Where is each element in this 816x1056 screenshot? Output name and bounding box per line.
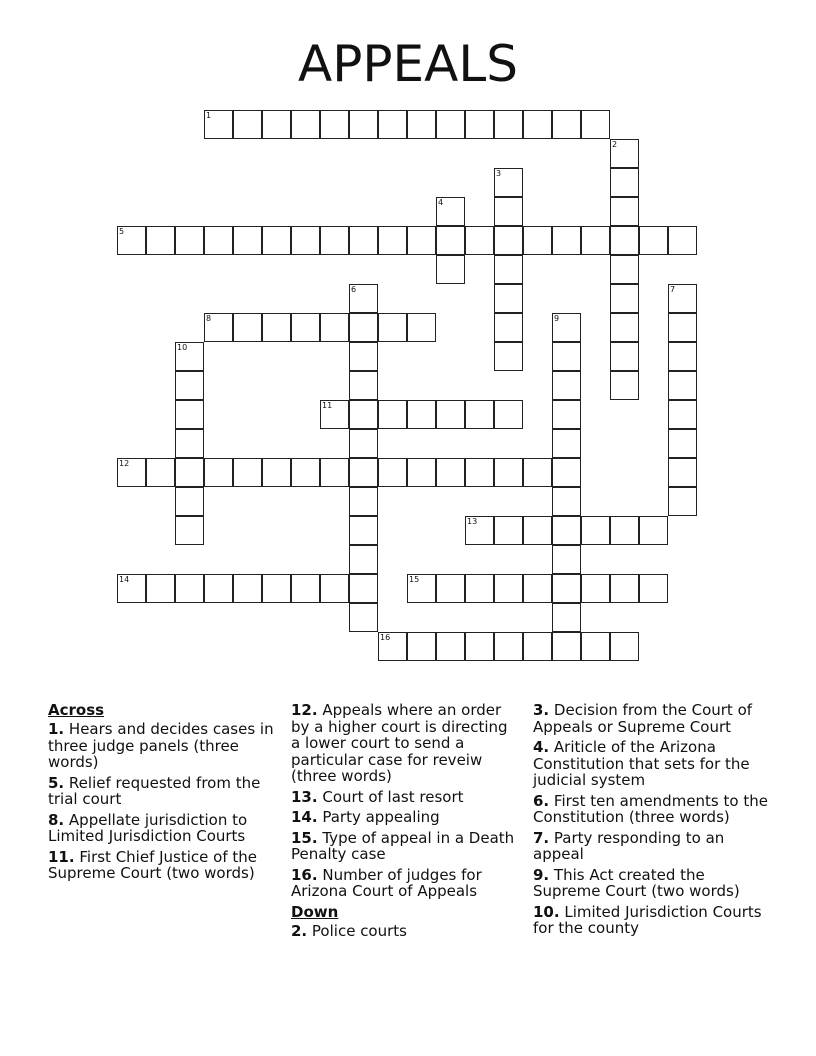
- grid-cell[interactable]: [407, 574, 436, 603]
- grid-cell[interactable]: [349, 226, 378, 255]
- grid-cell[interactable]: [465, 458, 494, 487]
- grid-cell[interactable]: [320, 458, 349, 487]
- grid-cell[interactable]: [349, 110, 378, 139]
- clue-across-12[interactable]: [291, 702, 519, 785]
- clue-down-10[interactable]: [533, 904, 773, 937]
- clue-column-1: [48, 702, 276, 886]
- grid-cell[interactable]: [668, 487, 697, 516]
- grid-cell[interactable]: [291, 313, 320, 342]
- clue-number: 5.: [48, 773, 65, 792]
- clue-text: Decision from the Court of Appeals or Supreme Court: [533, 701, 753, 736]
- grid-cell[interactable]: [639, 226, 668, 255]
- clue-text: Number of judges for Arizona Court of Appeals: [291, 865, 482, 900]
- clue-text: Party responding to an appeal: [533, 828, 725, 863]
- grid-cell[interactable]: [291, 458, 320, 487]
- grid-cell[interactable]: [610, 371, 639, 400]
- grid-cell[interactable]: [610, 574, 639, 603]
- grid-cell[interactable]: [349, 574, 378, 603]
- clue-across-15[interactable]: [291, 830, 519, 863]
- grid-cell[interactable]: [378, 313, 407, 342]
- grid-cell[interactable]: [175, 429, 204, 458]
- grid-cell[interactable]: [610, 516, 639, 545]
- clue-across-5[interactable]: [48, 775, 276, 808]
- grid-cell[interactable]: [523, 516, 552, 545]
- grid-cell[interactable]: [262, 110, 291, 139]
- grid-cell[interactable]: [610, 139, 639, 168]
- grid-cell[interactable]: [494, 400, 523, 429]
- grid-cell[interactable]: [175, 574, 204, 603]
- grid-cell[interactable]: [349, 545, 378, 574]
- cell-number: 10: [177, 343, 188, 352]
- clue-number: 11.: [48, 847, 75, 866]
- clue-column-3: [533, 702, 773, 941]
- grid-cell[interactable]: [465, 574, 494, 603]
- cell-number: 3: [496, 169, 502, 178]
- puzzle-title: APPEALS: [298, 35, 518, 93]
- grid-cell[interactable]: [175, 371, 204, 400]
- grid-cell[interactable]: [581, 226, 610, 255]
- clue-down-9[interactable]: [533, 867, 773, 900]
- clue-text: Ariticle of the Arizona Constitution that sets for the judicial system: [533, 738, 750, 789]
- grid-cell[interactable]: [349, 342, 378, 371]
- clue-number: 1.: [48, 720, 65, 738]
- grid-cell[interactable]: [552, 371, 581, 400]
- grid-cell[interactable]: [436, 255, 465, 284]
- cell-number: 7: [670, 285, 676, 294]
- grid-cell[interactable]: [291, 574, 320, 603]
- cell-number: 11: [322, 401, 333, 410]
- clue-text: Relief requested from the trial court: [48, 773, 261, 808]
- clue-text: Hears and decides cases in three judge panels (three words): [48, 720, 274, 771]
- grid-cell[interactable]: [436, 400, 465, 429]
- grid-cell[interactable]: [581, 574, 610, 603]
- grid-cell[interactable]: [552, 458, 581, 487]
- grid-cell[interactable]: [494, 516, 523, 545]
- clue-text: Type of appeal in a Death Penalty case: [291, 828, 515, 863]
- grid-cell[interactable]: [146, 226, 175, 255]
- grid-cell[interactable]: [378, 632, 407, 661]
- grid-cell[interactable]: [494, 313, 523, 342]
- grid-cell[interactable]: [494, 632, 523, 661]
- grid-cell[interactable]: [175, 458, 204, 487]
- grid-cell[interactable]: [494, 342, 523, 371]
- grid-cell[interactable]: [552, 516, 581, 545]
- clue-text: Party appealing: [322, 808, 440, 826]
- grid-cell[interactable]: [175, 342, 204, 371]
- grid-cell[interactable]: [320, 574, 349, 603]
- grid-cell[interactable]: [146, 574, 175, 603]
- grid-cell[interactable]: [378, 400, 407, 429]
- grid-cell[interactable]: [291, 110, 320, 139]
- clue-text: First Chief Justice of the Supreme Court (two words): [48, 847, 258, 882]
- across-heading: Across: [48, 701, 105, 719]
- grid-cell[interactable]: [349, 313, 378, 342]
- grid-cell[interactable]: [610, 168, 639, 197]
- grid-cell[interactable]: [262, 574, 291, 603]
- grid-cell[interactable]: [117, 226, 146, 255]
- grid-cell[interactable]: [407, 110, 436, 139]
- clue-across-11[interactable]: [48, 849, 276, 882]
- grid-cell[interactable]: [668, 313, 697, 342]
- grid-cell[interactable]: [610, 197, 639, 226]
- grid-cell[interactable]: [378, 458, 407, 487]
- cell-number: 9: [554, 314, 560, 323]
- grid-cell[interactable]: [436, 197, 465, 226]
- grid-cell[interactable]: [668, 284, 697, 313]
- clue-column-2: [291, 702, 519, 943]
- clue-number: 13.: [291, 787, 318, 806]
- grid-cell[interactable]: [262, 458, 291, 487]
- grid-cell[interactable]: [581, 110, 610, 139]
- grid-cell[interactable]: [349, 371, 378, 400]
- grid-cell[interactable]: [639, 516, 668, 545]
- clue-number: 12.: [291, 701, 318, 719]
- clue-across-16[interactable]: [291, 867, 519, 900]
- cell-number: 12: [119, 459, 130, 468]
- clue-text: This Act created the Supreme Court (two words): [533, 865, 740, 900]
- cell-number: 5: [119, 227, 125, 236]
- clue-down-7[interactable]: [533, 830, 773, 863]
- grid-cell[interactable]: [523, 458, 552, 487]
- grid-cell[interactable]: [320, 110, 349, 139]
- clue-number: 10.: [533, 902, 560, 921]
- grid-cell[interactable]: [552, 110, 581, 139]
- grid-cell[interactable]: [668, 371, 697, 400]
- grid-cell[interactable]: [407, 400, 436, 429]
- grid-cell[interactable]: [175, 226, 204, 255]
- grid-cell[interactable]: [204, 110, 233, 139]
- grid-cell[interactable]: [349, 429, 378, 458]
- clue-down-2[interactable]: [291, 923, 519, 940]
- grid-cell[interactable]: [233, 458, 262, 487]
- grid-cell[interactable]: [204, 313, 233, 342]
- clue-number: 9.: [533, 865, 550, 884]
- grid-cell[interactable]: [175, 516, 204, 545]
- grid-cell[interactable]: [407, 226, 436, 255]
- grid-cell[interactable]: [349, 284, 378, 313]
- grid-cell[interactable]: [552, 400, 581, 429]
- grid-cell[interactable]: [378, 110, 407, 139]
- clue-number: 8.: [48, 810, 65, 829]
- clue-text: Police courts: [311, 921, 407, 940]
- grid-cell[interactable]: [552, 226, 581, 255]
- grid-cell[interactable]: [552, 545, 581, 574]
- grid-cell[interactable]: [291, 226, 320, 255]
- grid-cell[interactable]: [494, 226, 523, 255]
- grid-cell[interactable]: [262, 226, 291, 255]
- cell-number: 13: [467, 517, 478, 526]
- grid-cell[interactable]: [407, 313, 436, 342]
- grid-cell[interactable]: [349, 400, 378, 429]
- grid-cell[interactable]: [552, 429, 581, 458]
- grid-cell[interactable]: [349, 487, 378, 516]
- grid-cell[interactable]: [349, 458, 378, 487]
- grid-cell[interactable]: [494, 574, 523, 603]
- grid-cell[interactable]: [465, 632, 494, 661]
- grid-cell[interactable]: [436, 226, 465, 255]
- grid-cell[interactable]: [610, 284, 639, 313]
- grid-cell[interactable]: [668, 226, 697, 255]
- clue-text: First ten amendments to the Constitution (three words): [533, 791, 768, 826]
- grid-cell[interactable]: [494, 255, 523, 284]
- clue-number: 14.: [291, 808, 318, 826]
- grid-cell[interactable]: [204, 574, 233, 603]
- cell-number: 4: [438, 198, 444, 207]
- grid-cell[interactable]: [378, 226, 407, 255]
- grid-cell[interactable]: [523, 226, 552, 255]
- grid-cell[interactable]: [552, 603, 581, 632]
- grid-cell[interactable]: [581, 516, 610, 545]
- grid-cell[interactable]: [465, 516, 494, 545]
- grid-cell[interactable]: [610, 226, 639, 255]
- grid-cell[interactable]: [639, 574, 668, 603]
- grid-cell[interactable]: [494, 168, 523, 197]
- grid-cell[interactable]: [465, 226, 494, 255]
- grid-cell[interactable]: [668, 458, 697, 487]
- grid-cell[interactable]: [233, 313, 262, 342]
- grid-cell[interactable]: [407, 632, 436, 661]
- grid-cell[interactable]: [552, 574, 581, 603]
- clue-number: 16.: [291, 865, 318, 884]
- clue-text: Court of last resort: [322, 787, 464, 806]
- grid-cell[interactable]: [465, 400, 494, 429]
- cell-number: 16: [380, 633, 391, 642]
- grid-cell[interactable]: [523, 110, 552, 139]
- grid-cell[interactable]: [552, 313, 581, 342]
- grid-cell[interactable]: [204, 458, 233, 487]
- clue-across-1[interactable]: [48, 721, 276, 771]
- grid-cell[interactable]: [117, 458, 146, 487]
- grid-cell[interactable]: [436, 110, 465, 139]
- grid-cell[interactable]: [610, 313, 639, 342]
- clue-across-14[interactable]: [291, 809, 519, 826]
- grid-cell[interactable]: [349, 516, 378, 545]
- cell-number: 8: [206, 314, 212, 323]
- grid-cell[interactable]: [233, 110, 262, 139]
- clue-text: Appellate jurisdiction to Limited Jurisdiction Courts: [48, 810, 248, 845]
- grid-cell[interactable]: [436, 574, 465, 603]
- grid-cell[interactable]: [407, 458, 436, 487]
- grid-cell[interactable]: [494, 197, 523, 226]
- clue-number: 3.: [533, 701, 550, 719]
- grid-cell[interactable]: [436, 458, 465, 487]
- grid-cell[interactable]: [320, 226, 349, 255]
- grid-cell[interactable]: [494, 284, 523, 313]
- grid-cell[interactable]: [668, 429, 697, 458]
- grid-cell[interactable]: [581, 632, 610, 661]
- grid-cell[interactable]: [668, 342, 697, 371]
- clue-across-13[interactable]: [291, 789, 519, 806]
- grid-cell[interactable]: [610, 342, 639, 371]
- grid-cell[interactable]: [610, 255, 639, 284]
- grid-cell[interactable]: [349, 603, 378, 632]
- clue-number: 7.: [533, 828, 550, 847]
- grid-cell[interactable]: [494, 458, 523, 487]
- grid-cell[interactable]: [146, 458, 175, 487]
- grid-cell[interactable]: [552, 487, 581, 516]
- grid-cell[interactable]: [494, 110, 523, 139]
- grid-cell[interactable]: [610, 632, 639, 661]
- grid-cell[interactable]: [175, 400, 204, 429]
- clue-number: 6.: [533, 791, 550, 810]
- cell-number: 1: [206, 111, 212, 120]
- grid-cell[interactable]: [523, 632, 552, 661]
- clue-down-4[interactable]: [533, 739, 773, 789]
- clue-down-3[interactable]: [533, 702, 773, 735]
- clue-text: Limited Jurisdiction Courts for the county: [533, 902, 762, 937]
- clue-number: 2.: [291, 921, 308, 940]
- clue-down-6[interactable]: [533, 793, 773, 826]
- grid-cell[interactable]: [117, 574, 146, 603]
- clue-number: 15.: [291, 828, 318, 847]
- grid-cell[interactable]: [668, 400, 697, 429]
- clue-across-8[interactable]: [48, 812, 276, 845]
- cell-number: 2: [612, 140, 618, 149]
- cell-number: 6: [351, 285, 357, 294]
- clue-number: 4.: [533, 738, 550, 756]
- grid-cell[interactable]: [320, 400, 349, 429]
- grid-cell[interactable]: [262, 313, 291, 342]
- grid-cell[interactable]: [436, 632, 465, 661]
- cell-number: 15: [409, 575, 420, 584]
- grid-cell[interactable]: [552, 342, 581, 371]
- grid-cell[interactable]: [552, 632, 581, 661]
- grid-cell[interactable]: [204, 226, 233, 255]
- grid-cell[interactable]: [523, 574, 552, 603]
- down-heading: Down: [291, 902, 339, 921]
- grid-cell[interactable]: [233, 574, 262, 603]
- grid-cell[interactable]: [175, 487, 204, 516]
- clue-text: Appeals where an order by a higher court is directing a lower court to send a particular case for reveiw (three words): [291, 701, 508, 785]
- grid-cell[interactable]: [465, 110, 494, 139]
- grid-cell[interactable]: [233, 226, 262, 255]
- cell-number: 14: [119, 575, 130, 584]
- grid-cell[interactable]: [320, 313, 349, 342]
